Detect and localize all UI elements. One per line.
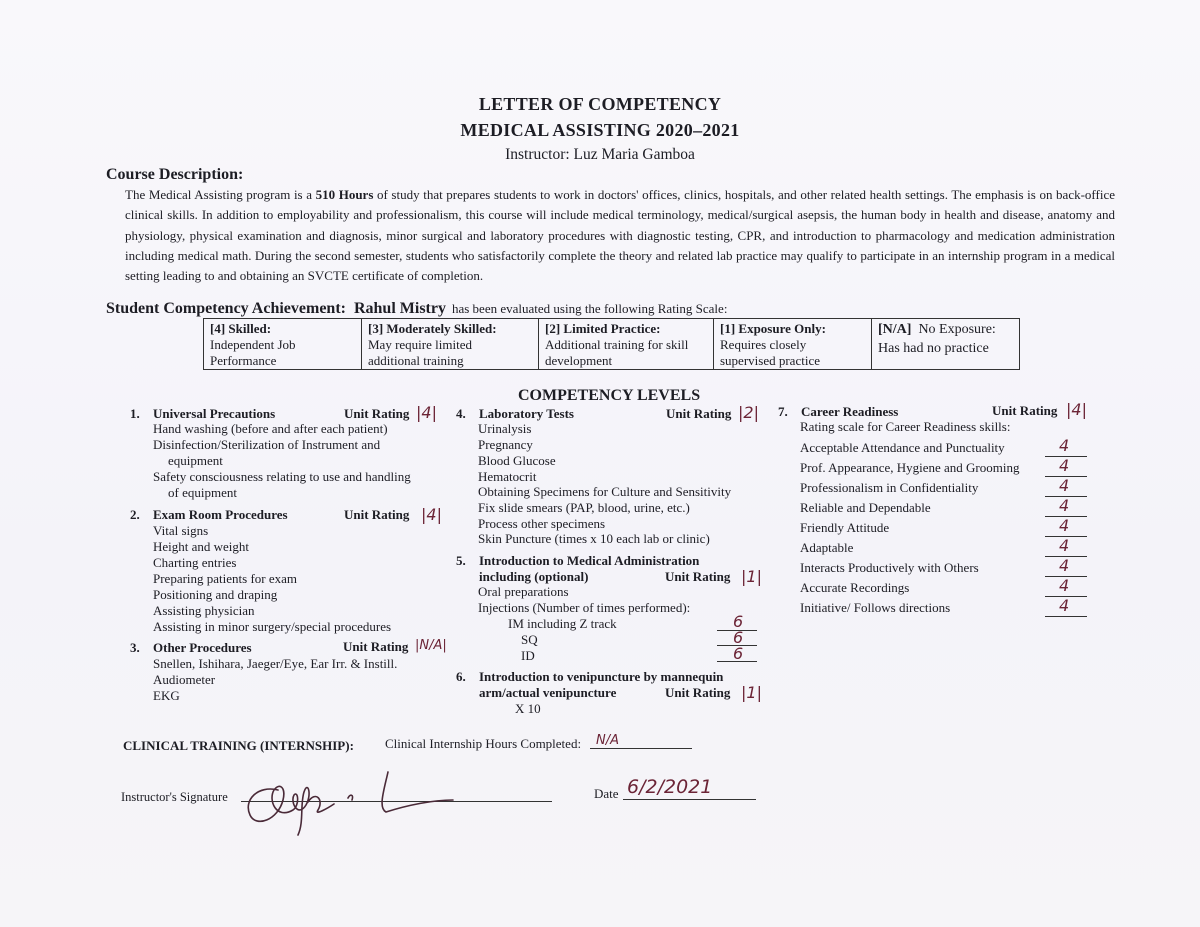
section-2-item: Vital signs (153, 523, 209, 538)
course-text-post: of study that prepares students to work in doctors' offices, clinics, hospitals, and other related health settings. The emphasis is on back-office clinical skills. In addition to employability and professionalism, this course will include medical terminology, medical/surgical asepsis, the human body in health and disease, anatomy and physiology, physical examination and diagnosis, minor surgical and laboratory procedures with diagnostic testing, CPR, and introduction to pharmacology and medication administration including medical math. During the second semester, students who satisfactorily complete the theory and related lab practice may qualify to participate in an internship program in a medical setting leading to and obtaining an SVCTE certificate of completion. (125, 187, 1115, 284)
career-skill-label: Adaptable (800, 540, 854, 555)
section-5-title-2: including (optional) (479, 569, 589, 584)
scale-head: [N/A] (878, 322, 912, 337)
section-1-item: Disinfection/Sterilization of Instrument and (153, 437, 381, 452)
clinical-training-label: CLINICAL TRAINING (INTERNSHIP): (123, 738, 354, 753)
career-skill-rating: 4 (1059, 596, 1070, 615)
section-5-number: 5. (456, 553, 466, 568)
section-1-item: equipment (168, 453, 223, 468)
section-3-number: 3. (130, 640, 140, 655)
course-description-text (125, 185, 1115, 286)
clinical-hours-line (590, 748, 692, 749)
career-readiness-intro: Rating scale for Career Readiness skills: (800, 419, 1011, 434)
scale-cell-exposure-only (714, 319, 872, 369)
section-4-item: Fix slide smears (PAP, blood, urine, etc.) (478, 500, 690, 515)
section-6-number: 6. (456, 669, 466, 684)
career-skill-label: Prof. Appearance, Hygiene and Grooming (800, 460, 1020, 475)
section-1-item: Hand washing (before and after each patient) (153, 421, 388, 436)
scale-cell-skilled (204, 319, 362, 369)
section-1-item: Safety consciousness relating to use and handling (153, 469, 411, 484)
scale-line: additional training (368, 353, 464, 368)
career-skill-label: Friendly Attitude (800, 520, 890, 535)
date-value: 6/2/2021 (627, 776, 713, 798)
section-1-number: 1. (130, 406, 140, 421)
section-7-unit-rating-label: Unit Rating (992, 403, 1058, 418)
career-skill-rating: 4 (1059, 516, 1070, 535)
section-4-unit-rating-label: Unit Rating (666, 406, 732, 421)
section-4-rating: |2| (738, 403, 759, 422)
section-7-title: Career Readiness (801, 404, 899, 419)
document-subtitle: MEDICAL ASSISTING 2020–2021 (460, 120, 740, 140)
section-3-item: Snellen, Ishihara, Jaeger/Eye, Ear Irr. & Instill. (153, 656, 398, 671)
section-1-unit-rating-label: Unit Rating (344, 406, 410, 421)
section-5-unit-rating-label: Unit Rating (665, 569, 731, 584)
injection-count: 6 (733, 628, 744, 647)
course-description-heading: Course Description: (106, 166, 244, 183)
scale-head-2: No Exposure: (918, 322, 996, 337)
career-skill-rating: 4 (1059, 496, 1070, 515)
scale-line: May require limited (368, 337, 472, 352)
career-skill-label: Reliable and Dependable (800, 500, 931, 515)
section-4-number: 4. (456, 406, 466, 421)
scale-line: Performance (210, 353, 277, 368)
section-2-item: Height and weight (153, 539, 250, 554)
career-skill-rating: 4 (1059, 456, 1070, 475)
career-skill-label: Accurate Recordings (800, 580, 910, 595)
section-2-item: Charting entries (153, 555, 237, 570)
section-2-item: Assisting in minor surgery/special procedures (153, 619, 392, 634)
injection-count: 6 (733, 612, 744, 631)
scale-line: Requires closely (720, 337, 807, 352)
section-3-rating: |N/A| (415, 638, 447, 653)
course-text-pre: The Medical Assisting program is a (125, 187, 316, 202)
section-4-title: Laboratory Tests (479, 406, 574, 421)
section-4-item: Skin Puncture (times x 10 each lab or clinic) (478, 531, 710, 546)
section-2-title: Exam Room Procedures (153, 507, 288, 522)
section-5-title: Introduction to Medical Administration (479, 553, 700, 568)
student-name: Rahul Mistry (353, 300, 446, 317)
section-1-item: of equipment (168, 485, 237, 500)
section-3-item: Audiometer (153, 672, 216, 687)
injection-label: IM including Z track (508, 616, 617, 631)
clinical-hours-value: N/A (596, 733, 619, 748)
section-1-title: Universal Precautions (153, 406, 276, 421)
section-3-title: Other Procedures (153, 640, 252, 655)
career-skill-label: Acceptable Attendance and Punctuality (800, 440, 1005, 455)
section-5-item: Oral preparations (478, 584, 569, 599)
career-skill-rating: 4 (1059, 576, 1070, 595)
injection-count: 6 (733, 644, 744, 663)
section-6-title: Introduction to venipuncture by mannequin (479, 669, 724, 684)
section-4-item: Hematocrit (478, 469, 537, 484)
scale-line: Additional training for skill (545, 337, 689, 352)
section-2-unit-rating-label: Unit Rating (344, 507, 410, 522)
scale-cell-moderately-skilled (362, 319, 539, 369)
section-3-unit-rating-label: Unit Rating (343, 639, 409, 654)
injection-label: ID (521, 648, 535, 663)
section-6-unit-rating-label: Unit Rating (665, 685, 731, 700)
scale-cell-limited-practice (539, 319, 714, 369)
career-skill-rating: 4 (1059, 476, 1070, 495)
section-2-item: Assisting physician (153, 603, 255, 618)
career-skill-rating: 4 (1059, 436, 1070, 455)
career-skill-label: Interacts Productively with Others (800, 560, 979, 575)
achievement-label: Student Competency Achievement: (106, 300, 346, 317)
career-skill-rating: 4 (1059, 536, 1070, 555)
career-skill-label: Initiative/ Follows directions (800, 600, 951, 615)
scale-head: [3] Moderately Skilled: (368, 321, 497, 336)
section-4-item: Pregnancy (478, 437, 533, 452)
scale-cell-na (872, 319, 1017, 369)
section-3-item: EKG (153, 688, 180, 703)
rating-scale-table (203, 318, 1020, 370)
career-skill-label: Professionalism in Confidentiality (800, 480, 979, 495)
instructor-line: Instructor: Luz Maria Gamboa (505, 146, 695, 163)
section-2-number: 2. (130, 507, 140, 522)
scale-head: [2] Limited Practice: (545, 321, 661, 336)
section-7-rating: |4| (1066, 400, 1087, 419)
instructor-signature (238, 760, 468, 850)
section-4-item: Process other specimens (478, 516, 606, 531)
scale-head: [4] Skilled: (210, 321, 272, 336)
section-6-rating: |1| (741, 683, 762, 702)
section-6-title-2: arm/actual venipuncture (479, 685, 617, 700)
scale-line: Independent Job (210, 337, 296, 352)
date-line (623, 799, 756, 800)
document-title: LETTER OF COMPETENCY (478, 94, 722, 114)
course-hours: 510 Hours (315, 187, 374, 202)
scale-line: supervised practice (720, 353, 820, 368)
signature-label: Instructor's Signature (121, 790, 228, 804)
scale-line: Has had no practice (878, 341, 989, 356)
scale-line: development (545, 353, 613, 368)
achievement-suffix: has been evaluated using the following Rating Scale: (451, 301, 728, 316)
section-4-item: Blood Glucose (478, 453, 556, 468)
section-4-item: Obtaining Specimens for Culture and Sensitivity (478, 484, 732, 499)
section-2-rating: |4| (421, 505, 442, 524)
achievement-line (106, 300, 727, 318)
section-2-item: Preparing patients for exam (153, 571, 298, 586)
career-skill-line (1045, 616, 1087, 617)
career-skill-rating: 4 (1059, 556, 1070, 575)
section-1-rating: |4| (416, 403, 437, 422)
section-4-item: Urinalysis (478, 421, 532, 436)
section-7-number: 7. (778, 404, 788, 419)
clinical-hours-label: Clinical Internship Hours Completed: (385, 736, 582, 751)
section-5-item: Injections (Number of times performed): (478, 600, 691, 615)
scale-head: [1] Exposure Only: (720, 321, 826, 336)
section-5-rating: |1| (741, 567, 762, 586)
competency-levels-heading: COMPETENCY LEVELS (518, 387, 701, 404)
section-6-item: X 10 (515, 701, 541, 716)
injection-label: SQ (521, 632, 538, 647)
section-2-item: Positioning and draping (153, 587, 278, 602)
date-label: Date (594, 786, 619, 801)
